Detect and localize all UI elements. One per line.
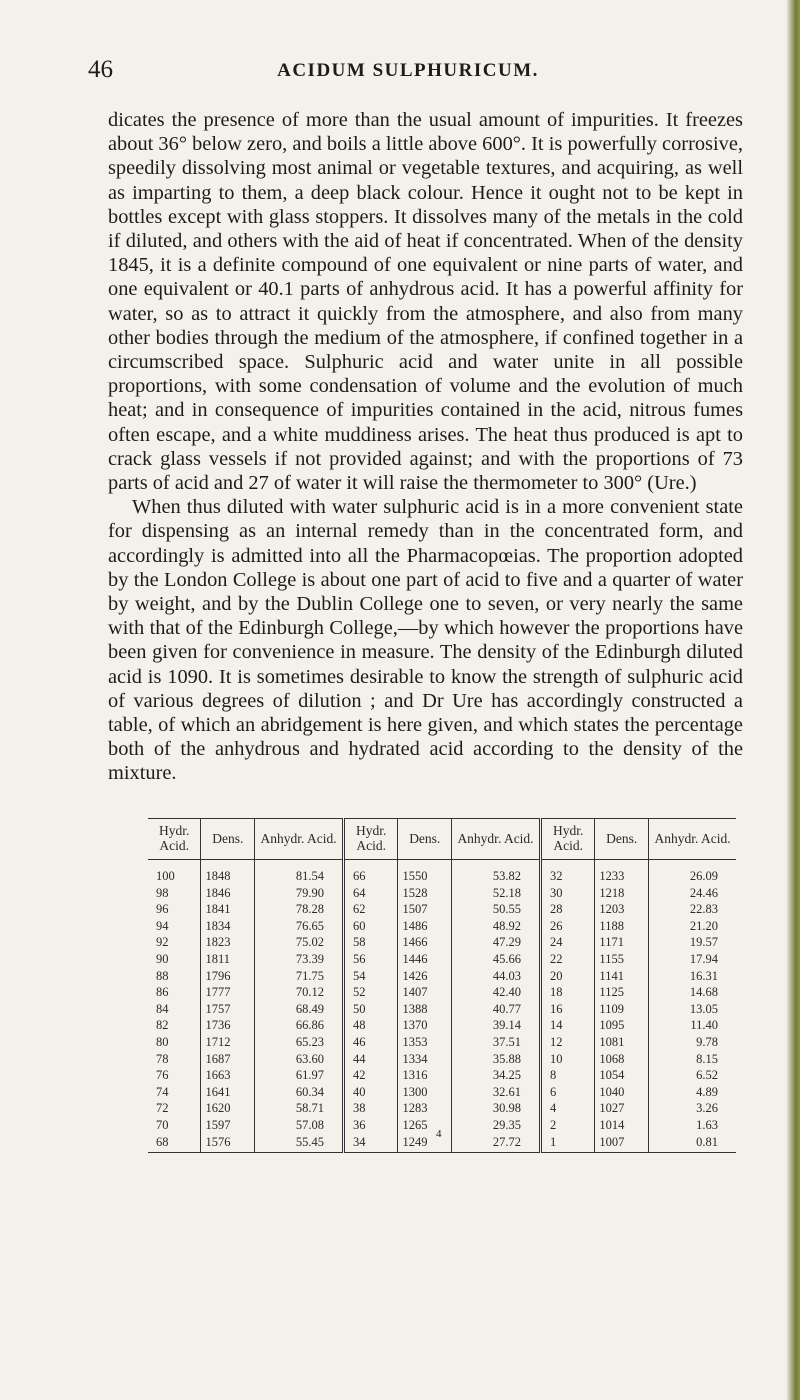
col-header: Dens. [595,819,649,860]
table-cell: 1233 [595,860,649,885]
table-cell: 1486 [398,918,452,935]
col-header: Anhydr. Acid. [452,819,541,860]
col-header: Anhydr. Acid. [649,819,736,860]
table-cell: 1841 [201,901,255,918]
table-cell: 1466 [398,934,452,951]
table-row [148,984,736,1001]
table-cell: 1407 [398,984,452,1001]
table-cell: 1446 [398,951,452,968]
table-row [148,918,736,935]
table-cell: 1550 [398,860,452,885]
paragraph-1: dicates the presence of more than the usual amount of impurities. It freezes about 36° below zero, and boils a little above 600°. It is powerfully corrosive, speedily dissolving most animal or vegetable textures, and acquiring, as well as imparting to them, a deep black colour. Hence it ought not to be kept in bottles except with glass stoppers. It dissolves many of the metals in the cold if diluted, and others with the aid of heat if concentrated. When of the density 1845, it is a definite compound of one equivalent or nine parts of water, and one equivalent or 40.1 parts of anhydrous acid. It has a powerful affinity for water, so as to attract it quickly from the atmosphere, and also from many other bodies through the medium of the atmosphere, if confined together in a circumscribed space. Sulphuric acid and water unite in all possible proportions, with some condensation of volume and the evolution of much heat; and in consequence of impurities contained in the acid, nitrous fumes often escape, and a white muddiness arises. The heat thus produced is apt to crack glass vessels if not provided against; and with the proportions of 73 parts of acid and 27 of water it will raise the thermometer to 300° (Ure.) [108,109,743,495]
table-cell: 55.45 [255,1134,344,1153]
table-cell: 1188 [595,918,649,935]
col-header: Hydr. Acid. [540,819,594,860]
table-cell: 76 [156,1068,169,1083]
table-cell: 68.49 [255,1001,344,1018]
table-cell: 46 [343,1034,397,1051]
table-cell: 1283 [398,1100,452,1117]
table-cell: 1597 [201,1117,255,1134]
table-cell: 50 [343,1001,397,1018]
table-cell: 54 [343,968,397,985]
table-body [148,860,736,1153]
table-cell: 1353 [398,1034,452,1051]
table-row [148,934,736,951]
table-cell: 35.88 [452,1051,541,1068]
col-header: Dens. [201,819,255,860]
table-cell: 1316 [398,1067,452,1084]
table-cell: 100 [156,869,175,883]
table-cell: 1796 [201,968,255,985]
paragraph-2: When thus diluted with water sulphuric acid is in a more convenient state for dispensing as an internal remedy than in the concentrated form, and accordingly is admitted into all the Pharmacopœias. The proportion adopted by the London College is about one part of acid to five and a quarter of water by weight, and by the Dublin College one to seven, or very nearly the same with that of the Edinburgh College,—by which however the proportions have been given for convenience in measure. The density of the Edinburgh diluted acid is 1090. It is sometimes desirable to know the strength of sulphuric acid of various degrees of dilution ; and Dr Ure has accordingly constructed a table, of which an abridgement is here given, and which states the percentage both of the anhydrous and hydrated acid according to the density of the mixture. [108,496,743,785]
table-row [148,1100,736,1117]
table-cell: 1757 [201,1001,255,1018]
table-cell: 1040 [595,1084,649,1101]
table-cell: 1125 [595,984,649,1001]
table-header-row [148,819,736,860]
table-cell: 28 [540,901,594,918]
running-head: ACIDUM SULPHURICUM. [277,60,539,81]
table-cell: 1388 [398,1001,452,1018]
table-cell: 22 [540,951,594,968]
table-cell: 48 [343,1017,397,1034]
table-cell: 24 [540,934,594,951]
table-cell: 66 [343,860,397,885]
table-cell: 21.20 [649,918,736,935]
table-cell: 84 [156,1001,169,1016]
table-cell: 71.75 [255,968,344,985]
table-cell: 62 [343,901,397,918]
table-cell: 14 [540,1017,594,1034]
table-cell: 1848 [201,860,255,885]
table-cell: 1663 [201,1067,255,1084]
table-cell: 1265 [398,1117,452,1134]
table-cell: 78 [156,1051,169,1066]
table-cell: 1334 [398,1051,452,1068]
table-cell: 12 [540,1034,594,1051]
table-cell: 1068 [595,1051,649,1068]
table-cell: 81.54 [255,860,344,885]
table-cell: 1777 [201,984,255,1001]
table-row [148,885,736,902]
table-cell: 96 [156,902,169,917]
table-cell: 8 [540,1067,594,1084]
table-cell: 6 [540,1084,594,1101]
table-cell: 30.98 [452,1100,541,1117]
table-cell: 26.09 [649,860,736,885]
table-row [148,1117,736,1134]
page-number: 46 [88,56,113,83]
table-cell: 14.68 [649,984,736,1001]
table-cell: 1095 [595,1017,649,1034]
table-cell: 57.08 [255,1117,344,1134]
table-cell: 32 [540,860,594,885]
table-cell: 16.31 [649,968,736,985]
table-cell: 1426 [398,968,452,985]
table-cell: 22.83 [649,901,736,918]
table-cell: 3.26 [649,1100,736,1117]
table-cell: 50.55 [452,901,541,918]
table-cell: 40.77 [452,1001,541,1018]
col-header: Anhydr. Acid. [255,819,344,860]
table-cell: 1712 [201,1034,255,1051]
table-cell: 10 [540,1051,594,1068]
table-cell: 58.71 [255,1100,344,1117]
table-cell: 1141 [595,968,649,985]
density-table [148,818,736,1153]
table-row [148,1017,736,1034]
table-row [148,1067,736,1084]
table-cell: 1027 [595,1100,649,1117]
table-row [148,1001,736,1018]
table-cell: 1811 [201,951,255,968]
table-cell: 74 [156,1084,169,1099]
table-cell: 4.89 [649,1084,736,1101]
table-cell: 60 [343,918,397,935]
table-cell: 30 [540,885,594,902]
table-cell: 1109 [595,1001,649,1018]
table-cell: 36 [343,1117,397,1134]
table-cell: 1081 [595,1034,649,1051]
table-cell: 1370 [398,1017,452,1034]
table-cell: 79.90 [255,885,344,902]
table-row [148,1084,736,1101]
table-cell: 76.65 [255,918,344,935]
table-cell: 8.15 [649,1051,736,1068]
col-header: Dens. [398,819,452,860]
table-cell: 16 [540,1001,594,1018]
table-cell: 29.35 [452,1117,541,1134]
table-cell: 48.92 [452,918,541,935]
table-cell: 73.39 [255,951,344,968]
table-row [148,1034,736,1051]
table-cell: 6.52 [649,1067,736,1084]
table-cell: 26 [540,918,594,935]
table-row [148,1051,736,1068]
body-text [108,108,743,786]
table-row [148,1134,736,1153]
table-cell: 94 [156,918,169,933]
table-cell: 1576 [201,1134,255,1153]
table-cell: 40 [343,1084,397,1101]
table-cell: 42.40 [452,984,541,1001]
table-cell: 1641 [201,1084,255,1101]
table-cell: 47.29 [452,934,541,951]
table-cell: 52.18 [452,885,541,902]
table-row [148,968,736,985]
table-cell: 45.66 [452,951,541,968]
table-cell: 1 [540,1134,594,1153]
table-cell: 1218 [595,885,649,902]
table-cell: 78.28 [255,901,344,918]
table-cell: 19.57 [649,934,736,951]
table-cell: 64 [343,885,397,902]
table-cell: 1507 [398,901,452,918]
table-cell: 42 [343,1067,397,1084]
page-edge-shadow [786,0,800,1400]
table-cell: 70 [156,1117,169,1132]
table-cell: 75.02 [255,934,344,951]
table-cell: 34.25 [452,1067,541,1084]
col-header: Hydr. Acid. [148,819,201,860]
table-cell: 1203 [595,901,649,918]
table-cell: 1014 [595,1117,649,1134]
signature-mark: 4 [436,1128,442,1140]
table-cell: 4 [540,1100,594,1117]
table-cell: 90 [156,951,169,966]
table-cell: 1823 [201,934,255,951]
table-cell: 82 [156,1018,169,1033]
table-cell: 1528 [398,885,452,902]
table-cell: 9.78 [649,1034,736,1051]
table-cell: 37.51 [452,1034,541,1051]
table-cell: 86 [156,985,169,1000]
table-cell: 66.86 [255,1017,344,1034]
table-cell: 20 [540,968,594,985]
table-cell: 1834 [201,918,255,935]
table-cell: 1007 [595,1134,649,1153]
table-cell: 39.14 [452,1017,541,1034]
table-cell: 63.60 [255,1051,344,1068]
table-cell: 88 [156,968,169,983]
table-cell: 0.81 [649,1134,736,1153]
table-row [148,901,736,918]
table-cell: 1054 [595,1067,649,1084]
table-cell: 61.97 [255,1067,344,1084]
table-cell: 38 [343,1100,397,1117]
table-cell: 1155 [595,951,649,968]
table-cell: 18 [540,984,594,1001]
table-cell: 80 [156,1034,169,1049]
table-row [148,860,736,885]
table-cell: 11.40 [649,1017,736,1034]
table-cell: 65.23 [255,1034,344,1051]
table-cell: 68 [148,1134,201,1153]
table-cell: 1736 [201,1017,255,1034]
table-cell: 1300 [398,1084,452,1101]
table-cell: 58 [343,934,397,951]
table-cell: 98 [156,885,169,900]
table-cell: 1.63 [649,1117,736,1134]
page-header [88,56,728,86]
table-cell: 24.46 [649,885,736,902]
table-cell: 56 [343,951,397,968]
table-cell: 60.34 [255,1084,344,1101]
table-cell: 52 [343,984,397,1001]
table-cell: 1249 [398,1134,452,1153]
table-cell: 70.12 [255,984,344,1001]
table-cell: 53.82 [452,860,541,885]
table-cell: 44.03 [452,968,541,985]
table-cell: 92 [156,935,169,950]
table-cell: 72 [156,1101,169,1116]
table-cell: 1620 [201,1100,255,1117]
table-cell: 44 [343,1051,397,1068]
table-cell: 1687 [201,1051,255,1068]
table-cell: 13.05 [649,1001,736,1018]
table-row [148,951,736,968]
table-cell: 34 [343,1134,397,1153]
table-cell: 2 [540,1117,594,1134]
table-cell: 1171 [595,934,649,951]
col-header: Hydr. Acid. [343,819,397,860]
table-cell: 1846 [201,885,255,902]
table-cell: 27.72 [452,1134,541,1153]
table-cell: 32.61 [452,1084,541,1101]
table-cell: 17.94 [649,951,736,968]
